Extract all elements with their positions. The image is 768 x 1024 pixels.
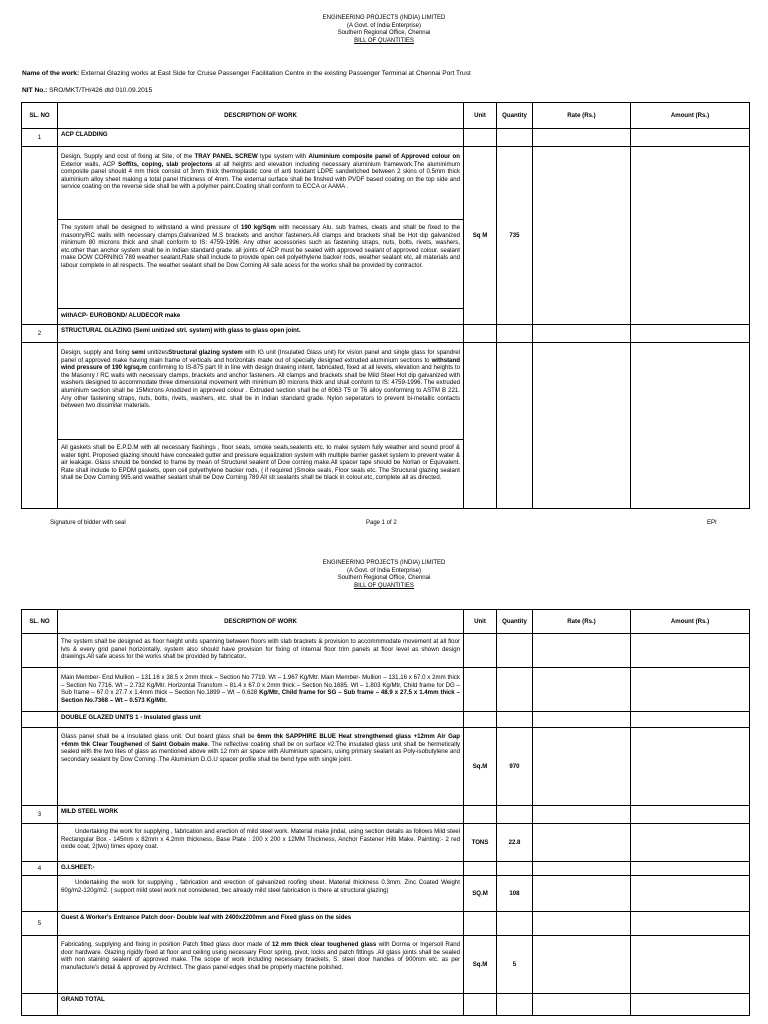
empty-cell bbox=[631, 668, 750, 712]
item1-para2 bbox=[58, 220, 463, 309]
table-row bbox=[22, 668, 750, 712]
empty-cell bbox=[464, 806, 497, 824]
table-row bbox=[22, 325, 750, 343]
empty-cell bbox=[22, 147, 58, 325]
col-amount: Amount (Rs.) bbox=[631, 103, 750, 129]
col-quantity: Quantity bbox=[497, 610, 533, 634]
item5-sl: 5 bbox=[22, 912, 58, 936]
col-amount: Amount (Rs.) bbox=[631, 610, 750, 634]
col-rate: Rate (Rs.) bbox=[533, 610, 631, 634]
page-header bbox=[0, 560, 768, 590]
empty-cell bbox=[631, 634, 750, 668]
item4-sl: 4 bbox=[22, 862, 58, 876]
text: confirming to IS-875 part III in line with design drawing intent, fabricated, fixed at all levels, elevation and heights to the Masonry / RC walls with necessary clamps, brackets and anchor fasteners. All clamps and brackets shall be Mild Steel Hot dip galvanized with washers designed to accommodate three dimensional movement with minimum 80 microns thick and shall conform to IS: 4759-1996. The extruded aluminium section shall be 15Microns Anodized in approved colour . Extruded section shall be of 6063 T5 or T6 alloy conforming to ASTM B 221. Any other fastening straps, nuts, bolts, rivets, washers, etc. shall be in Indian standard grade. Nylon seperators to prevent bi-metallic contacts between two dissimilar materials. bbox=[61, 364, 461, 410]
item5-title: Guest & Worker's Entrance Patch door- Double leaf with 2400x2200mm and Fixed glass on the sides bbox=[58, 912, 464, 936]
text: TRAY PANEL SCREW bbox=[194, 153, 258, 160]
text: Design, supply and fixing bbox=[61, 349, 132, 356]
col-rate: Rate (Rs.) bbox=[533, 103, 631, 129]
empty-cell bbox=[497, 912, 533, 936]
grand-total-label: GRAND TOTAL bbox=[58, 994, 464, 1016]
dgu-unit: Sq.M bbox=[464, 728, 497, 806]
text: type system with bbox=[257, 153, 309, 160]
empty-cell bbox=[631, 862, 750, 876]
cont-para2 bbox=[58, 668, 464, 712]
col-description: DESCRIPTION OF WORK bbox=[58, 103, 464, 129]
text: Aluminium composite panel of Approved colour on bbox=[308, 153, 460, 160]
item1-description bbox=[58, 147, 464, 325]
empty-cell bbox=[533, 862, 631, 876]
table-row bbox=[22, 712, 750, 728]
work-name bbox=[22, 70, 471, 77]
dgu-qty: 970 bbox=[497, 728, 533, 806]
empty-cell bbox=[22, 668, 58, 712]
item2-sl: 2 bbox=[22, 325, 58, 343]
text: Exterior walls, ACP bbox=[61, 160, 119, 168]
item5-rate bbox=[533, 936, 631, 994]
empty-cell bbox=[464, 343, 497, 509]
text: 190 kg/Sqm bbox=[240, 224, 276, 231]
table-row bbox=[22, 876, 750, 912]
item1-title: ACP CLADDING bbox=[58, 129, 464, 147]
empty-cell bbox=[22, 994, 58, 1016]
text: . The reflective coating shall be on surface #2.The insulated glass unit shall be hermetically sealed with the two lites of glass as mentioned above with 12 mm air space with Aluminium spacers, using primary sealant as Poly-isobutylene and secondary sealant by Dow Corning .The Aluminium D.G.U spacer profile shall be bend type with single joint. bbox=[61, 740, 460, 763]
doc-title: BILL OF QUANTITIES bbox=[354, 37, 414, 44]
empty-cell bbox=[533, 634, 631, 668]
item2-para2: All gaskets shall be E.P.D.M with all necessary flashings , floor seals, smoke seals,sealents etc. to make system fully weather and sound proof & water tight. Proposed glazing should have concealed gutter and pressure equalization system with multiple barrier gasket system to prevent water & air leakage. Glass should be bonded to frame by mean of Structurel sealent of Dow corning make.All spacer tape should be Norlan or Equivalent. Rate shall include to EPDM gaskets, open cell polyethylene backer rods, ( if required )Smoke seals, Floor seals etc. The Structural glazing sealant shall be Dow Corning 995.and weather sealant shall be Dow Corning 789 All str.sealants shall be black in colour.etc, complete all as directed. bbox=[61, 444, 460, 482]
empty-cell bbox=[631, 912, 750, 936]
item5-qty: 5 bbox=[497, 936, 533, 994]
text: with Dorma or Ingersoll Rand door hardware. Glazing rigidly fixed at floor and ceiling using necessary Floor spring, pivot, locks and patch fittings .All glass joints shall be sealed with non staining sealent of approved make. The scope of work including necessary brackets, S. steel door handles of 900mm etc. as per manufacture's detail & approved by Architect. The glass panel edges shall be properly machine polished. bbox=[61, 941, 460, 971]
table-row bbox=[22, 936, 750, 994]
empty-cell bbox=[631, 343, 750, 509]
work-text: External Glazing works at East Side for Cruise Passenger Facilitation Centre in the existing Passenger Terminal at Chennai Port Trust bbox=[81, 70, 471, 77]
empty-cell bbox=[464, 634, 497, 668]
doc-title: BILL OF QUANTITIES bbox=[354, 582, 414, 589]
item2-para1 bbox=[58, 345, 463, 440]
item4-rate bbox=[533, 876, 631, 912]
page-2 bbox=[0, 555, 768, 1024]
empty-cell bbox=[497, 806, 533, 824]
text: 6mm thk SAPPHIRE BLUE Heat strengthened glass +12mm Air Gap +6mm thk Clear Toughened bbox=[61, 733, 461, 748]
text: The system shall be designed as floor height units spanning between floors with slab brackets & provision to accommmodate movement at all floor lvls & every grid panel horizontally. system also should have provision for fixing of internal floor trim panels at floor level as shown design drawings.All safe acess for the works shall be provided by fabricator bbox=[61, 638, 460, 661]
empty-cell bbox=[464, 862, 497, 876]
empty-cell bbox=[631, 325, 750, 343]
item1-make: withACP- EUROBOND/ ALUDECOR make bbox=[61, 312, 181, 319]
col-quantity: Quantity bbox=[497, 103, 533, 129]
text: unitizes bbox=[145, 349, 169, 356]
text: semi bbox=[131, 349, 146, 356]
empty-cell bbox=[22, 634, 58, 668]
item4-description: Undertaking the work for supplying , fabrication and erection of galvanized roofing sheet. Material thickness 0.3mm. Zinc Coated Weight 60g/m2-120g/m2. ( support mild steel work not considered, bec already mild steel fabrication is there at structural glazing) bbox=[58, 876, 464, 912]
table-row bbox=[22, 728, 750, 806]
table-header-row bbox=[22, 610, 750, 634]
item4-amount bbox=[631, 876, 750, 912]
text: Fabricating, supplying and fixing in position Patch fitted glass door made of bbox=[61, 941, 272, 948]
empty-cell bbox=[22, 712, 58, 728]
empty-cell bbox=[22, 936, 58, 994]
item3-description: Undertaking the work for supplying , fabrication and erection of mild steel work. Material make jindal, using section details as follows Mild steel Rectangular Box - 145mm x 82mm x 4.2mm thickness, Base Plate : 200 x 200 x 12MM Thickness, Anchor Fastener Hilti Make. Painting:- 2 red oxide coat, 2(two) times epoxy coat. bbox=[58, 824, 464, 862]
footer-epi: EPI bbox=[707, 520, 717, 526]
col-sl-no: SL. NO bbox=[22, 610, 58, 634]
nit-text: SRO/MKT/TH/426 dtd 010.09.2015 bbox=[49, 87, 153, 94]
table-row bbox=[22, 343, 750, 509]
item3-qty: 22.8 bbox=[497, 824, 533, 862]
org-subtitle: (A Govt. of India Enterprise) bbox=[346, 22, 422, 29]
grand-total-amount bbox=[631, 994, 750, 1016]
empty-cell bbox=[22, 343, 58, 509]
item4-qty: 108 bbox=[497, 876, 533, 912]
text: withstand wind pressure of 190 kg/sq.m bbox=[61, 356, 460, 372]
empty-cell bbox=[497, 862, 533, 876]
page-header bbox=[0, 15, 768, 45]
boq-table-page1 bbox=[21, 102, 750, 509]
empty-cell bbox=[533, 994, 631, 1016]
table-row bbox=[22, 824, 750, 862]
empty-cell bbox=[533, 325, 631, 343]
item2-title: STRUCTURAL GLAZING (Semi unitized strl. system) with glass to glass open joint. bbox=[58, 325, 464, 343]
text: Saint Gobain make bbox=[151, 740, 208, 748]
table-row bbox=[22, 806, 750, 824]
table-header-row bbox=[22, 103, 750, 129]
text: with IG unit (Insulated Glass unit) for vision panel and single glass for spandrel panel of approved make having main frame of verticals and horizontals made out of specially designed extruded aluminium sections to bbox=[61, 349, 460, 364]
col-description: DESCRIPTION OF WORK bbox=[58, 610, 464, 634]
item5-unit: Sq.M bbox=[464, 936, 497, 994]
footer-page-number: Page 1 of 2 bbox=[366, 520, 397, 526]
item1-sl: 1 bbox=[22, 129, 58, 147]
text: Main Member- End Mullion – 131.16 x 38.5 x 2mm thick – Section No 7719. Wt – 1.967 Kg/Mtr. Main Member- Mullion – 131.16 x 67.0 x 2mm thick – Section No 7716. Wt – 2.732 Kg/Mtr. Horizontal Transfom – 81.4 x 67.0 x 2mm thick – Section No.1685. Wt – 1.803 Kg/Mtr, Child frame for DG – Sub frame – 67.0 x 27.7 x 1.4mm thick – Section No.1899 – Wt – 0.628 bbox=[61, 674, 460, 697]
org-subtitle: (A Govt. of India Enterprise) bbox=[346, 567, 422, 574]
office-name: Southern Regional Office, Chennai bbox=[337, 30, 431, 37]
text: Structural glazing system bbox=[168, 349, 243, 356]
text: Glass panel shall be a Insulated glass unit. Out board glass shall be bbox=[61, 733, 258, 740]
table-row bbox=[22, 862, 750, 876]
item4-unit: SQ.M bbox=[464, 876, 497, 912]
text: 12 mm thick clear toughened glass bbox=[271, 941, 377, 948]
dgu-rate bbox=[533, 728, 631, 806]
item1-unit: Sq M bbox=[464, 147, 497, 325]
table-row bbox=[22, 912, 750, 936]
text: Design, Supply and cost of fixing at Site, of the bbox=[61, 153, 195, 160]
item3-amount bbox=[631, 824, 750, 862]
org-name: ENGINEERING PROJECTS (INDIA) LIMITED bbox=[322, 15, 446, 21]
item3-unit: TONS bbox=[464, 824, 497, 862]
footer-signature: Signature of bidder with seal bbox=[50, 520, 126, 526]
office-name: Southern Regional Office, Chennai bbox=[337, 575, 431, 582]
table-row bbox=[22, 147, 750, 325]
empty-cell bbox=[497, 712, 533, 728]
item5-amount bbox=[631, 936, 750, 994]
work-label: Name of the work: bbox=[22, 70, 80, 77]
grand-total-row bbox=[22, 994, 750, 1016]
item1-para1 bbox=[58, 149, 463, 220]
item1-qty: 735 bbox=[497, 147, 533, 325]
empty-cell bbox=[631, 712, 750, 728]
dgu-description bbox=[58, 728, 464, 806]
text: The system shall be designed to withstand a wind pressure of bbox=[61, 224, 241, 231]
nit-number bbox=[22, 87, 152, 94]
text: with necessary Alu. sub frames, cleats and shall be fixed to the masonry/RC walls with necessary clamps,Galvanized M.S brackets and anchor fasteners.All clamps and brackets shall be Hot dip galvanized minimum 80 microns thick and shall conform to IS: 4759-1996. Any other accessories such as fastening straps, nuts, bolts, rivets, washers, etc.other than anchor system shall be in Indian standard grade. all joints of ACP must be sealed with approved sealant of approved colour. sealant make DOW CORNING 789 weather sealant,Rate shall include to provide open cell polyethylene backer rods, weather sealant etc, all materials and labour complete in all respects. The weather sealant shall be Dow Corning All safe acess for the works shall be provided by contractor. bbox=[61, 224, 460, 269]
item1-rate bbox=[533, 147, 631, 325]
text: . bbox=[244, 653, 246, 661]
col-sl-no: SL. NO bbox=[22, 103, 58, 129]
text: Kg/Mtr, Child frame for SG – Sub frame – 48.9 x 27.5 x 1.4mm thick – Section No.7368 – Wt – 0.573 Kg/Mtr. bbox=[61, 689, 461, 704]
empty-cell bbox=[533, 129, 631, 147]
empty-cell bbox=[464, 129, 497, 147]
item4-title: G.I.SHEET:- bbox=[58, 862, 464, 876]
empty-cell bbox=[464, 325, 497, 343]
empty-cell bbox=[533, 712, 631, 728]
text: at all heights and elevation including necessary aluminium framework.The aluminimum composite panel should 4 mm thick consist of 3mm thick thermoplastic core of anti toxidant LDPE sandwitched between 2 skins of 0.5mm thick aluminium alloy sheet making a total panel thickness of 4mm. The external surface shall be finshed with PVDF based coating on the top side and service coating on the reverse side shall be with a polymer paint.Coating shall conform to ECCA or AAMA . bbox=[61, 160, 460, 191]
item3-sl: 3 bbox=[22, 806, 58, 824]
empty-cell bbox=[464, 912, 497, 936]
nit-label: NIT No.: bbox=[22, 87, 48, 94]
boq-table-page2 bbox=[21, 609, 750, 1016]
empty-cell bbox=[497, 994, 533, 1016]
item3-rate bbox=[533, 824, 631, 862]
empty-cell bbox=[533, 668, 631, 712]
empty-cell bbox=[497, 325, 533, 343]
empty-cell bbox=[497, 343, 533, 509]
empty-cell bbox=[631, 806, 750, 824]
empty-cell bbox=[533, 343, 631, 509]
empty-cell bbox=[533, 806, 631, 824]
col-unit: Unit bbox=[464, 610, 497, 634]
org-name: ENGINEERING PROJECTS (INDIA) LIMITED bbox=[322, 560, 446, 566]
empty-cell bbox=[533, 912, 631, 936]
empty-cell bbox=[464, 712, 497, 728]
item2-description bbox=[58, 343, 464, 509]
text: of bbox=[142, 740, 152, 748]
empty-cell bbox=[464, 994, 497, 1016]
empty-cell bbox=[497, 129, 533, 147]
item5-description bbox=[58, 936, 464, 994]
text: Soffits, coping, slab projectons bbox=[118, 160, 213, 168]
item1-amount bbox=[631, 147, 750, 325]
empty-cell bbox=[22, 728, 58, 806]
empty-cell bbox=[631, 129, 750, 147]
empty-cell bbox=[497, 668, 533, 712]
empty-cell bbox=[464, 668, 497, 712]
dgu-amount bbox=[631, 728, 750, 806]
empty-cell bbox=[22, 824, 58, 862]
table-row bbox=[22, 634, 750, 668]
dgu-title: DOUBLE GLAZED UNITS 1 - Insulated glass unit bbox=[58, 712, 464, 728]
col-unit: Unit bbox=[464, 103, 497, 129]
empty-cell bbox=[22, 876, 58, 912]
table-row bbox=[22, 129, 750, 147]
cont-para1 bbox=[58, 634, 464, 668]
empty-cell bbox=[497, 634, 533, 668]
item3-title: MILD STEEL WORK bbox=[58, 806, 464, 824]
